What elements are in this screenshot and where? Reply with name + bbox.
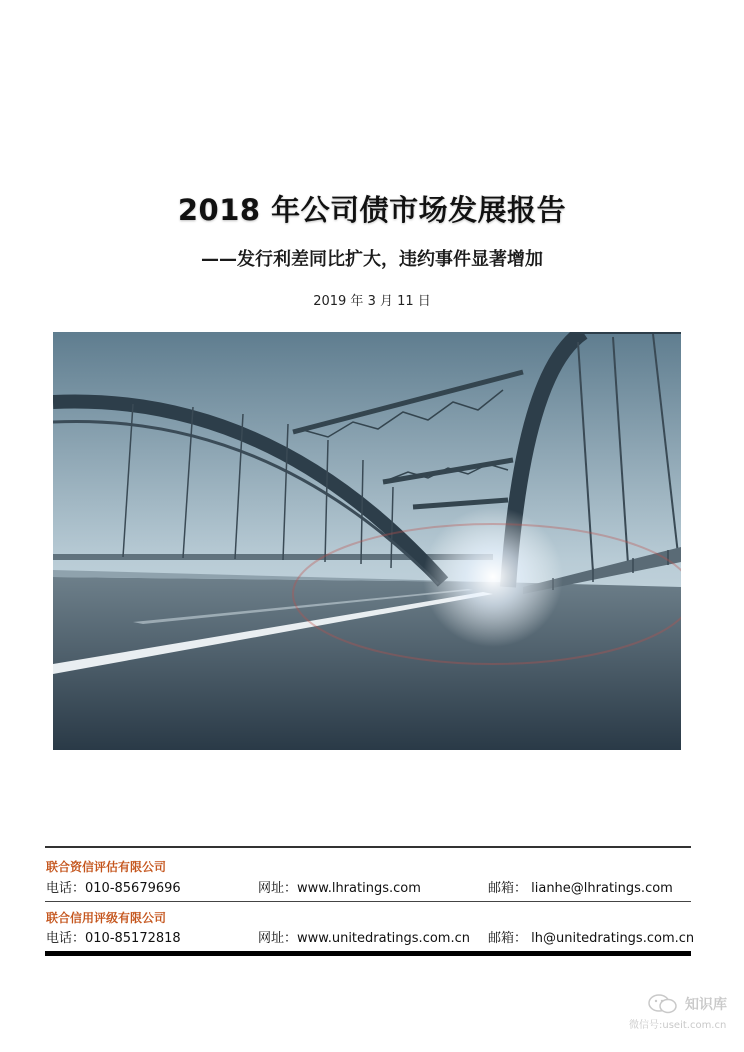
wechat-icon [647, 994, 679, 1018]
footer-rule-top [45, 846, 691, 848]
org1-email[interactable]: 邮箱： lianhe@lhratings.com [488, 881, 673, 896]
report-title: 2018 年公司债市场发展报告 [177, 193, 567, 227]
org2-website[interactable]: 网址：www.unitedratings.com.cn [258, 931, 470, 946]
footer-rule-middle [45, 901, 691, 902]
org2-name: 联合信用评级有限公司 [46, 911, 167, 925]
org1-contact-row [46, 877, 692, 895]
org2-phone: 电话：010-85172818 [46, 931, 181, 946]
cover-image-bridge [53, 332, 681, 750]
watermark-name: 知识库 [685, 997, 727, 1013]
org2-email[interactable]: 邮箱： lh@unitedratings.com.cn [488, 931, 695, 946]
org1-name: 联合资信评估有限公司 [46, 860, 167, 874]
report-date: 2019 年 3 月 11 日 [313, 294, 431, 309]
footer-rule-bottom [45, 951, 691, 956]
org1-website[interactable]: 网址：www.lhratings.com [258, 881, 421, 896]
org1-phone: 电话：010-85679696 [46, 881, 181, 896]
report-subtitle: ——发行利差同比扩大，违约事件显著增加 [201, 249, 543, 270]
watermark-id: 微信号:useit.com.cn [629, 1020, 727, 1031]
watermark [625, 994, 740, 1034]
org2-contact-row [46, 927, 695, 946]
